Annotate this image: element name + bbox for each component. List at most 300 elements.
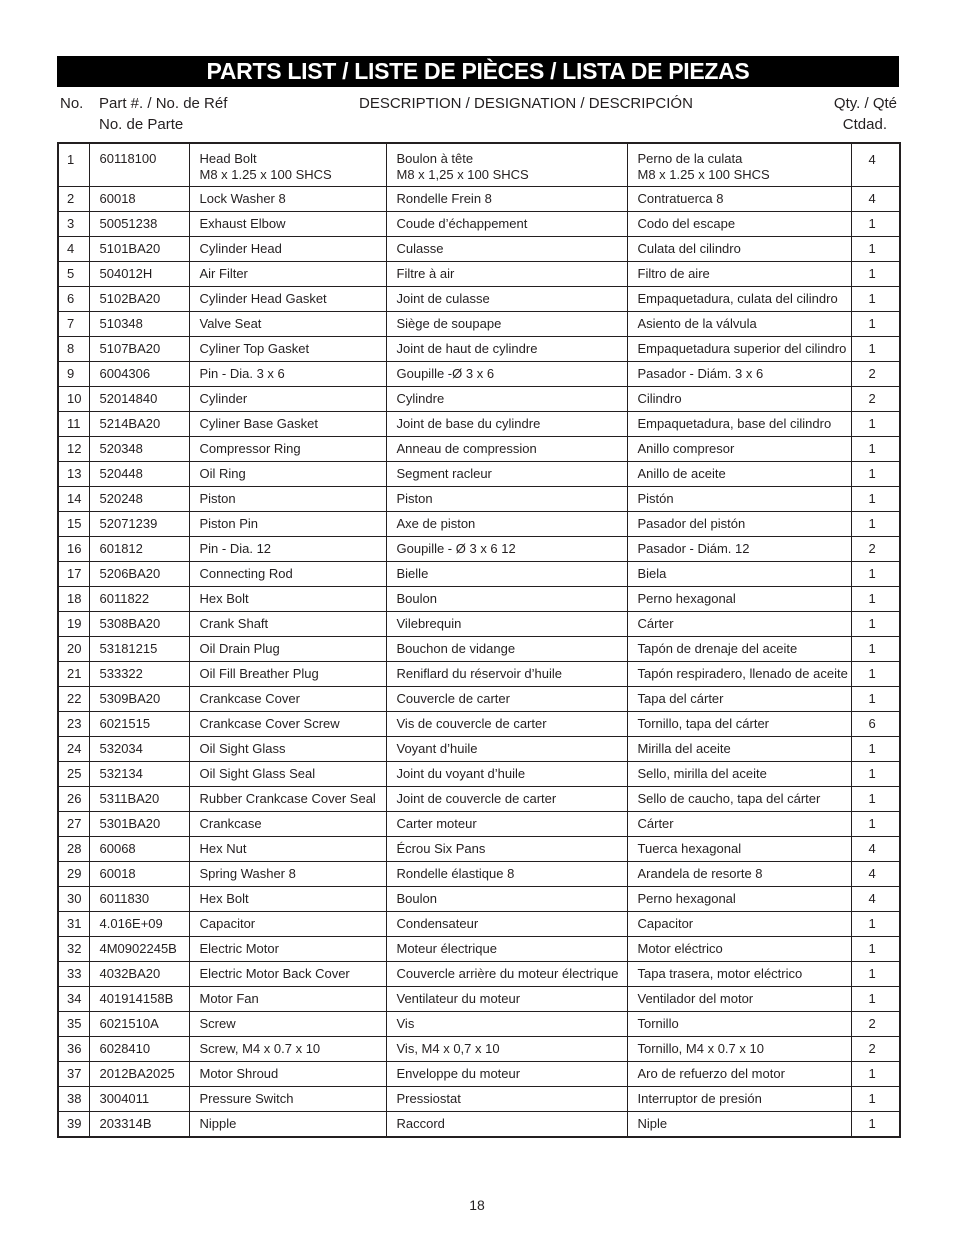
cell-item-number — [58, 286, 89, 311]
cell-part-number-text: 533322 — [99, 665, 143, 681]
cell-description-fr-text: Couvercle de carter — [396, 690, 510, 706]
cell-item-number — [58, 961, 89, 986]
cell-part-number — [89, 986, 189, 1011]
cell-item-number — [58, 586, 89, 611]
cell-part-number-text: 6011830 — [99, 890, 150, 906]
cell-item-number-text: 7 — [67, 315, 75, 331]
cell-description-en — [189, 511, 386, 536]
cell-description-en-text: Electric Motor Back Cover — [199, 965, 350, 981]
cell-part-number — [89, 211, 189, 236]
cell-description-es-text: Tornillo, tapa del cárter — [637, 715, 770, 731]
cell-description-es-text: Empaquetadura, base del cilindro — [637, 415, 832, 431]
cell-part-number — [89, 861, 189, 886]
cell-description-en — [189, 961, 386, 986]
cell-part-number — [89, 486, 189, 511]
cell-description-en-text: Crankcase Cover — [199, 690, 300, 706]
cell-quantity — [851, 936, 900, 961]
cell-description-fr-text: Joint de haut de cylindre — [396, 340, 538, 356]
cell-description-en — [189, 211, 386, 236]
cell-part-number — [89, 1111, 189, 1137]
cell-quantity-text: 1 — [868, 990, 876, 1006]
cell-item-number — [58, 786, 89, 811]
cell-quantity-text: 2 — [868, 365, 876, 381]
cell-description-es — [627, 736, 851, 761]
table-row — [58, 411, 900, 436]
cell-quantity — [851, 486, 900, 511]
cell-description-en-text: Lock Washer 8 — [199, 190, 286, 206]
cell-part-number-text: 520348 — [99, 440, 143, 456]
cell-quantity — [851, 711, 900, 736]
cell-part-number — [89, 686, 189, 711]
cell-quantity-text: 1 — [868, 1090, 876, 1106]
cell-description-en-text: Motor Fan — [199, 990, 259, 1006]
cell-quantity — [851, 436, 900, 461]
cell-item-number — [58, 711, 89, 736]
cell-part-number — [89, 1061, 189, 1086]
cell-description-es — [627, 786, 851, 811]
cell-quantity — [851, 143, 900, 186]
cell-description-fr-text: Rondelle Frein 8 — [396, 190, 492, 206]
cell-item-number — [58, 411, 89, 436]
cell-part-number-text: 6011822 — [99, 590, 150, 606]
cell-description-en — [189, 1061, 386, 1086]
cell-description-fr — [386, 786, 627, 811]
cell-item-number — [58, 761, 89, 786]
cell-description-en-text: Oil Sight Glass — [199, 740, 286, 756]
cell-description-fr-text: Piston — [396, 490, 433, 506]
cell-part-number — [89, 1086, 189, 1111]
cell-part-number — [89, 1011, 189, 1036]
cell-description-fr — [386, 386, 627, 411]
cell-item-number — [58, 861, 89, 886]
cell-quantity-text: 4 — [868, 840, 876, 856]
cell-description-fr-text: Anneau de compression — [396, 440, 537, 456]
cell-item-number — [58, 561, 89, 586]
cell-description-en — [189, 936, 386, 961]
cell-description-en-text: Hex Bolt — [199, 590, 249, 606]
cell-description-en — [189, 486, 386, 511]
cell-description-fr — [386, 1086, 627, 1111]
cell-description-fr-text: Boulon à tête — [396, 151, 474, 166]
cell-description-es — [627, 386, 851, 411]
table-row — [58, 936, 900, 961]
table-row — [58, 536, 900, 561]
cell-description-en-text: Oil Fill Breather Plug — [199, 665, 319, 681]
cell-part-number-text: 4M0902245B — [99, 940, 177, 956]
cell-description-en-text: Spring Washer 8 — [199, 865, 296, 881]
cell-part-number-text: 60018 — [99, 865, 136, 881]
cell-description-es-text: Perno hexagonal — [637, 590, 736, 606]
cell-item-number — [58, 811, 89, 836]
table-row — [58, 186, 900, 211]
cell-description-es-text: Motor eléctrico — [637, 940, 723, 956]
cell-part-number-text: 510348 — [99, 315, 143, 331]
cell-item-number-text: 17 — [67, 565, 82, 581]
page-title: PARTS LIST / LISTE DE PIÈCES / LISTA DE PIEZAS — [57, 56, 899, 87]
cell-quantity-text: 1 — [868, 215, 876, 231]
cell-description-fr — [386, 911, 627, 936]
cell-quantity — [851, 461, 900, 486]
cell-description-fr-text: Bielle — [396, 565, 429, 581]
cell-part-number — [89, 261, 189, 286]
cell-quantity — [851, 1061, 900, 1086]
cell-quantity-text: 1 — [868, 240, 876, 256]
cell-description-en — [189, 143, 386, 186]
cell-description-fr-text: Filtre à air — [396, 265, 455, 281]
cell-quantity — [851, 811, 900, 836]
cell-description-en-text: Capacitor — [199, 915, 256, 931]
cell-quantity-text: 4 — [868, 190, 876, 206]
cell-part-number-text: 50051238 — [99, 215, 158, 231]
cell-description-fr — [386, 186, 627, 211]
header-description: DESCRIPTION / DESIGNATION / DESCRIPCIÓN — [359, 95, 693, 112]
cell-description-fr — [386, 1111, 627, 1137]
cell-item-number-text: 21 — [67, 665, 82, 681]
cell-quantity-text: 1 — [868, 465, 876, 481]
table-row — [58, 1011, 900, 1036]
cell-quantity — [851, 611, 900, 636]
cell-item-number — [58, 386, 89, 411]
cell-item-number-text: 33 — [67, 965, 82, 981]
cell-item-number — [58, 486, 89, 511]
cell-part-number-text: 4.016E+09 — [99, 915, 163, 931]
cell-part-number — [89, 661, 189, 686]
table-row — [58, 461, 900, 486]
cell-part-number — [89, 386, 189, 411]
cell-part-number-text: 532134 — [99, 765, 143, 781]
table-row — [58, 611, 900, 636]
cell-description-es — [627, 236, 851, 261]
cell-part-number-text: 60068 — [99, 840, 136, 856]
cell-quantity — [851, 311, 900, 336]
cell-description-es — [627, 361, 851, 386]
cell-description-en — [189, 361, 386, 386]
cell-description-en — [189, 536, 386, 561]
cell-description-en — [189, 236, 386, 261]
cell-description-fr — [386, 686, 627, 711]
cell-description-fr-text: Vis — [396, 1015, 415, 1031]
cell-description-en — [189, 1036, 386, 1061]
cell-item-number-text: 5 — [67, 265, 75, 281]
cell-part-number — [89, 411, 189, 436]
cell-item-number — [58, 1111, 89, 1137]
cell-description-en-text: Valve Seat — [199, 315, 262, 331]
cell-part-number-text: 6021510A — [99, 1015, 159, 1031]
cell-item-number-text: 8 — [67, 340, 75, 356]
cell-part-number-text: 504012H — [99, 265, 153, 281]
cell-description-fr — [386, 536, 627, 561]
cell-description-es — [627, 211, 851, 236]
cell-description-en — [189, 1086, 386, 1111]
table-row — [58, 661, 900, 686]
header-part-line2: No. de Parte — [99, 116, 184, 133]
cell-quantity — [851, 636, 900, 661]
cell-item-number — [58, 661, 89, 686]
cell-description-es-text: Tapa del cárter — [637, 690, 724, 706]
cell-description-es-text: Codo del escape — [637, 215, 736, 231]
cell-item-number — [58, 886, 89, 911]
cell-description-en-text: Hex Nut — [199, 840, 247, 856]
cell-quantity-text: 1 — [868, 940, 876, 956]
cell-description-en-text: Exhaust Elbow — [199, 215, 286, 231]
cell-part-number-text: 5308BA20 — [99, 615, 161, 631]
cell-description-fr-text: Cylindre — [396, 390, 445, 406]
cell-description-en-text: Air Filter — [199, 265, 248, 281]
cell-description-es — [627, 1111, 851, 1137]
cell-description-en — [189, 786, 386, 811]
cell-item-number-text: 10 — [67, 390, 82, 406]
cell-item-number-text: 16 — [67, 540, 82, 556]
cell-item-number — [58, 261, 89, 286]
cell-item-number-text: 2 — [67, 190, 75, 206]
cell-description-fr-text: Axe de piston — [396, 515, 476, 531]
cell-description-es-text: Tapón respiradero, llenado de aceite — [637, 665, 848, 681]
header-no: No. — [60, 95, 84, 112]
cell-description-es — [627, 611, 851, 636]
cell-quantity-text: 1 — [868, 690, 876, 706]
cell-description-fr-text: Raccord — [396, 1115, 445, 1131]
cell-part-number-text: 2012BA2025 — [99, 1065, 175, 1081]
cell-quantity-text: 1 — [868, 265, 876, 281]
cell-description-fr-text-line2: M8 x 1,25 x 100 SHCS — [396, 167, 529, 182]
cell-part-number — [89, 511, 189, 536]
cell-description-en — [189, 186, 386, 211]
cell-quantity-text: 1 — [868, 315, 876, 331]
cell-part-number-text: 532034 — [99, 740, 143, 756]
cell-part-number-text: 5311BA20 — [99, 790, 160, 806]
cell-part-number-text: 203314B — [99, 1115, 152, 1131]
table-row — [58, 811, 900, 836]
cell-description-fr-text: Joint de base du cylindre — [396, 415, 541, 431]
cell-part-number-text: 401914158B — [99, 990, 174, 1006]
header-qty — [812, 93, 897, 135]
cell-description-fr — [386, 486, 627, 511]
cell-description-es — [627, 936, 851, 961]
cell-part-number — [89, 786, 189, 811]
parts-table — [57, 142, 901, 1138]
cell-part-number-text: 5107BA20 — [99, 340, 161, 356]
cell-quantity — [851, 286, 900, 311]
table-row — [58, 336, 900, 361]
cell-description-es-text: Perno de la culata — [637, 151, 743, 166]
cell-description-fr-text: Couvercle arrière du moteur électrique — [396, 965, 619, 981]
table-row — [58, 1111, 900, 1137]
cell-description-fr — [386, 236, 627, 261]
cell-item-number-text: 39 — [67, 1115, 82, 1131]
table-row — [58, 486, 900, 511]
cell-description-fr — [386, 261, 627, 286]
cell-description-es — [627, 186, 851, 211]
cell-part-number-text: 5206BA20 — [99, 565, 161, 581]
cell-description-es-text: Tornillo, M4 x 0.7 x 10 — [637, 1040, 764, 1056]
cell-item-number — [58, 1036, 89, 1061]
cell-item-number-text: 1 — [67, 152, 75, 167]
table-row — [58, 286, 900, 311]
cell-quantity — [851, 761, 900, 786]
cell-description-fr — [386, 661, 627, 686]
table-row — [58, 761, 900, 786]
table-row — [58, 436, 900, 461]
cell-quantity-text: 4 — [868, 152, 876, 167]
cell-quantity — [851, 961, 900, 986]
cell-part-number-text: 6021515 — [99, 715, 151, 731]
table-row — [58, 586, 900, 611]
table-row — [58, 886, 900, 911]
cell-description-fr-text: Moteur électrique — [396, 940, 497, 956]
cell-part-number — [89, 961, 189, 986]
cell-description-fr-text: Rondelle élastique 8 — [396, 865, 515, 881]
cell-description-es-text: Aro de refuerzo del motor — [637, 1065, 785, 1081]
cell-item-number-text: 32 — [67, 940, 82, 956]
cell-description-fr-text: Culasse — [396, 240, 444, 256]
cell-description-es-text: Tapa trasera, motor eléctrico — [637, 965, 803, 981]
cell-description-en — [189, 611, 386, 636]
cell-quantity — [851, 336, 900, 361]
cell-description-es — [627, 311, 851, 336]
cell-description-en-text: Pressure Switch — [199, 1090, 294, 1106]
cell-quantity — [851, 236, 900, 261]
cell-description-es — [627, 561, 851, 586]
cell-description-es-text: Cilindro — [637, 390, 682, 406]
cell-description-en — [189, 761, 386, 786]
cell-description-fr-text: Bouchon de vidange — [396, 640, 516, 656]
cell-description-es — [627, 1036, 851, 1061]
cell-description-es-text: Pistón — [637, 490, 674, 506]
cell-description-en — [189, 286, 386, 311]
cell-description-fr — [386, 861, 627, 886]
cell-description-en-text: Rubber Crankcase Cover Seal — [199, 790, 376, 806]
cell-description-fr — [386, 561, 627, 586]
cell-description-es — [627, 986, 851, 1011]
cell-description-en — [189, 811, 386, 836]
cell-description-fr — [386, 361, 627, 386]
cell-item-number — [58, 436, 89, 461]
cell-description-en-text: Head Bolt — [199, 151, 257, 166]
cell-part-number — [89, 836, 189, 861]
cell-item-number-text: 22 — [67, 690, 82, 706]
cell-description-es-text: Pasador - Diám. 3 x 6 — [637, 365, 764, 381]
cell-description-fr — [386, 286, 627, 311]
cell-description-en — [189, 836, 386, 861]
cell-quantity-text: 1 — [868, 565, 876, 581]
cell-item-number-text: 24 — [67, 740, 82, 756]
cell-description-fr-text: Siège de soupape — [396, 315, 502, 331]
table-row — [58, 561, 900, 586]
cell-description-en — [189, 411, 386, 436]
cell-description-en-text: Piston Pin — [199, 515, 259, 531]
cell-description-en-text: Hex Bolt — [199, 890, 249, 906]
cell-description-es — [627, 836, 851, 861]
cell-description-es — [627, 961, 851, 986]
cell-item-number-text: 19 — [67, 615, 82, 631]
cell-description-es-text: Cárter — [637, 815, 674, 831]
cell-item-number-text: 38 — [67, 1090, 82, 1106]
cell-description-fr-text: Joint du voyant d’huile — [396, 765, 526, 781]
cell-description-fr-text: Joint de couvercle de carter — [396, 790, 557, 806]
cell-part-number — [89, 711, 189, 736]
cell-description-fr-text: Vilebrequin — [396, 615, 462, 631]
cell-description-es — [627, 436, 851, 461]
cell-description-es — [627, 711, 851, 736]
cell-quantity — [851, 511, 900, 536]
cell-quantity-text: 1 — [868, 915, 876, 931]
cell-description-fr — [386, 411, 627, 436]
cell-description-fr-text: Coude d’échappement — [396, 215, 528, 231]
cell-description-es — [627, 1061, 851, 1086]
cell-item-number-text: 34 — [67, 990, 82, 1006]
cell-quantity — [851, 911, 900, 936]
table-row — [58, 736, 900, 761]
cell-quantity-text: 1 — [868, 415, 876, 431]
cell-description-fr-text: Goupille - Ø 3 x 6 12 — [396, 540, 516, 556]
cell-description-fr-text: Pressiostat — [396, 1090, 461, 1106]
cell-description-en-text: Screw, M4 x 0.7 x 10 — [199, 1040, 321, 1056]
table-row — [58, 836, 900, 861]
cell-description-es-text: Filtro de aire — [637, 265, 710, 281]
cell-description-en-text: Motor Shroud — [199, 1065, 279, 1081]
cell-quantity-text: 1 — [868, 590, 876, 606]
cell-part-number-text: 520248 — [99, 490, 143, 506]
cell-description-fr — [386, 961, 627, 986]
cell-description-es — [627, 1086, 851, 1111]
cell-description-es — [627, 661, 851, 686]
cell-quantity — [851, 786, 900, 811]
cell-quantity — [851, 686, 900, 711]
cell-description-en-text: Oil Ring — [199, 465, 246, 481]
cell-description-es-text: Culata del cilindro — [637, 240, 741, 256]
cell-description-es-text: Interruptor de presión — [637, 1090, 762, 1106]
cell-item-number-text: 14 — [67, 490, 82, 506]
cell-description-fr — [386, 886, 627, 911]
cell-description-en-text-line2: M8 x 1.25 x 100 SHCS — [199, 167, 332, 182]
table-row — [58, 261, 900, 286]
table-row — [58, 236, 900, 261]
cell-description-es — [627, 636, 851, 661]
cell-part-number-text: 6004306 — [99, 365, 151, 381]
cell-description-es — [627, 586, 851, 611]
cell-quantity-text: 2 — [868, 1015, 876, 1031]
cell-description-en-text: Compressor Ring — [199, 440, 301, 456]
cell-part-number — [89, 586, 189, 611]
cell-description-fr-text: Goupille -Ø 3 x 6 — [396, 365, 495, 381]
cell-description-es-text: Empaquetadura superior del cilindro — [637, 340, 847, 356]
table-row — [58, 511, 900, 536]
cell-item-number-text: 15 — [67, 515, 82, 531]
cell-quantity — [851, 186, 900, 211]
cell-description-es — [627, 286, 851, 311]
cell-item-number-text: 6 — [67, 290, 75, 306]
cell-item-number — [58, 686, 89, 711]
cell-description-fr — [386, 436, 627, 461]
cell-part-number — [89, 361, 189, 386]
cell-description-es-text: Mirilla del aceite — [637, 740, 731, 756]
cell-quantity — [851, 261, 900, 286]
cell-item-number-text: 11 — [67, 415, 81, 431]
cell-description-en-text: Cylinder Head — [199, 240, 282, 256]
cell-part-number — [89, 186, 189, 211]
cell-quantity-text: 1 — [868, 665, 876, 681]
cell-quantity — [851, 1036, 900, 1061]
cell-item-number-text: 36 — [67, 1040, 82, 1056]
cell-description-en — [189, 661, 386, 686]
cell-item-number — [58, 236, 89, 261]
cell-item-number-text: 28 — [67, 840, 82, 856]
cell-part-number — [89, 636, 189, 661]
cell-description-en — [189, 711, 386, 736]
cell-quantity-text: 1 — [868, 515, 876, 531]
cell-description-fr-text: Vis de couvercle de carter — [396, 715, 547, 731]
cell-item-number — [58, 636, 89, 661]
